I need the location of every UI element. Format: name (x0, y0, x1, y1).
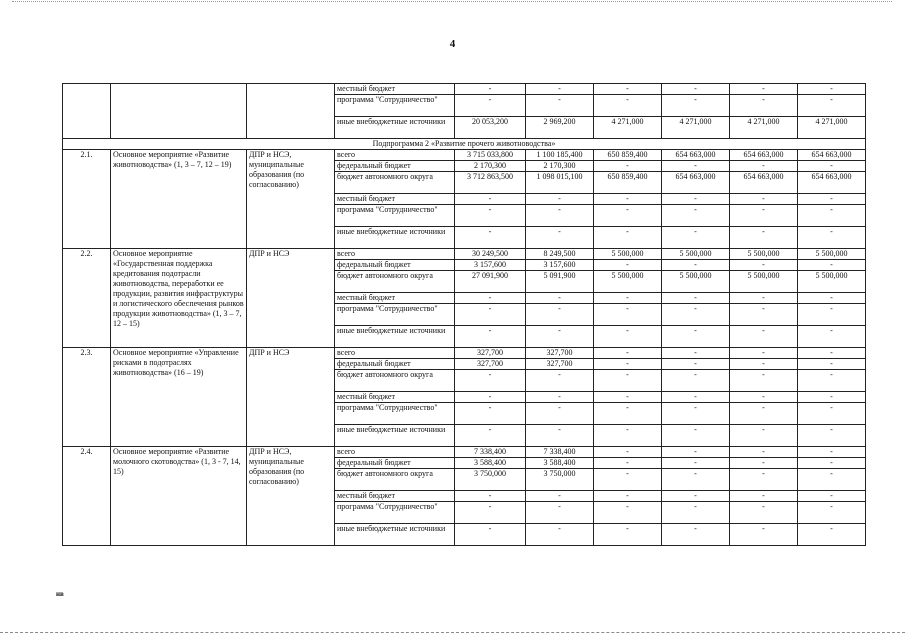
cell-amount: - (455, 84, 526, 95)
cell-amount: - (526, 425, 594, 447)
cell-amount: - (798, 161, 866, 172)
cell-amount: - (798, 370, 866, 392)
cell-funding-source: всего (335, 348, 455, 359)
cell-amount: - (526, 84, 594, 95)
cell-funding-source: местный бюджет (335, 194, 455, 205)
cell-number: 2.2. (63, 249, 111, 348)
cell-amount: - (798, 502, 866, 524)
cell-amount: - (455, 370, 526, 392)
cell-amount: - (455, 194, 526, 205)
cell-amount: - (798, 205, 866, 227)
cell-amount: - (662, 458, 730, 469)
cell-funding-source: бюджет автономного округа (335, 271, 455, 293)
cell-amount: - (798, 293, 866, 304)
cell-amount: - (798, 304, 866, 326)
cell-number: 2.4. (63, 447, 111, 546)
cell-amount: - (798, 392, 866, 403)
table-row (63, 447, 866, 458)
cell-activity: Основное мероприятие «Развитие животноводства» (1, 3 – 7, 12 – 19) (111, 150, 247, 249)
cell-funding-source: бюджет автономного округа (335, 370, 455, 392)
cell-amount: - (730, 370, 798, 392)
cell-amount: - (455, 95, 526, 117)
table-row (63, 84, 866, 95)
cell-amount: - (662, 403, 730, 425)
cell-amount: 327,700 (455, 348, 526, 359)
cell-amount: - (662, 425, 730, 447)
cell-amount: - (594, 95, 662, 117)
cell-amount: 327,700 (455, 359, 526, 370)
cell-amount: - (798, 260, 866, 271)
cell-funding-source: местный бюджет (335, 491, 455, 502)
cell-amount: 3 157,600 (455, 260, 526, 271)
cell-amount: 654 663,000 (730, 150, 798, 161)
cell-amount: 3 588,400 (526, 458, 594, 469)
cell-amount: 327,700 (526, 348, 594, 359)
cell-amount: - (662, 161, 730, 172)
cell-amount: 5 091,900 (526, 271, 594, 293)
cell-amount: - (798, 458, 866, 469)
cell-funding-source: федеральный бюджет (335, 161, 455, 172)
cell-amount: - (455, 425, 526, 447)
cell-amount: - (526, 205, 594, 227)
cell-amount: - (594, 491, 662, 502)
subprogram-row (63, 139, 866, 150)
cell-amount: 654 663,000 (730, 172, 798, 194)
cell-funding-source: иные внебюджетные источники (335, 524, 455, 546)
cell-amount: - (662, 469, 730, 491)
cell-amount: - (798, 95, 866, 117)
cell-amount: 2 969,200 (526, 117, 594, 139)
cell-amount: 8 249,500 (526, 249, 594, 260)
cell-amount: 7 338,400 (455, 447, 526, 458)
cell-funding-source: программа "Сотрудничество" (335, 95, 455, 117)
cell-amount: - (594, 227, 662, 249)
cell-amount: - (594, 403, 662, 425)
cell-funding-source: федеральный бюджет (335, 458, 455, 469)
cell-amount: - (455, 205, 526, 227)
cell-amount: 650 859,400 (594, 172, 662, 194)
cell-amount: - (798, 348, 866, 359)
cell-amount: - (455, 227, 526, 249)
cell-executor: ДПР и НСЭ (247, 249, 335, 348)
cell-amount: - (526, 392, 594, 403)
cell-funding-source: всего (335, 249, 455, 260)
cell-amount: 650 859,400 (594, 150, 662, 161)
cell-amount: - (526, 502, 594, 524)
cell-amount: - (455, 392, 526, 403)
cell-amount: 654 663,000 (662, 150, 730, 161)
cell-amount: - (455, 293, 526, 304)
cell-executor: ДПР и НСЭ (247, 348, 335, 447)
cell-funding-source: местный бюджет (335, 392, 455, 403)
cell-amount: - (455, 403, 526, 425)
cell-amount: - (662, 359, 730, 370)
cell-executor: ДПР и НСЭ, муниципальные образования (по согласованию) (247, 150, 335, 249)
cell-amount: - (526, 304, 594, 326)
cell-activity: Основное мероприятие «Государственная поддержка кредитования подотрасли животноводства, переработки ее продукции, развития инфраструктуры и логистического обеспечения рынков продукции животноводства» (1, 3 – 7, 12 – 15) (111, 249, 247, 348)
cell-amount: - (594, 260, 662, 271)
table-row (63, 150, 866, 161)
cell-amount: 654 663,000 (798, 150, 866, 161)
cell-amount: - (730, 392, 798, 403)
cell-amount: - (662, 370, 730, 392)
cell-amount: - (662, 227, 730, 249)
cell-amount: - (662, 194, 730, 205)
cell-amount: - (662, 95, 730, 117)
cell-amount: 3 750,000 (526, 469, 594, 491)
cell-amount: - (730, 227, 798, 249)
cell-activity: Основное мероприятие «Управление рисками в подотраслях животноводства» (16 – 19) (111, 348, 247, 447)
cell-amount: - (798, 194, 866, 205)
cell-funding-source: федеральный бюджет (335, 260, 455, 271)
cell-number: 2.3. (63, 348, 111, 447)
cell-funding-source: бюджет автономного округа (335, 469, 455, 491)
cell-amount: - (798, 491, 866, 502)
cell-amount: - (594, 304, 662, 326)
cell-amount: 5 500,000 (798, 271, 866, 293)
cell-amount: - (594, 161, 662, 172)
scan-edge-bottom (0, 632, 905, 633)
cell-amount: - (662, 502, 730, 524)
cell-amount: - (594, 524, 662, 546)
cell-amount: - (730, 348, 798, 359)
cell-amount: - (798, 359, 866, 370)
cell-amount: - (526, 194, 594, 205)
cell-amount: - (730, 194, 798, 205)
cell-amount: - (594, 205, 662, 227)
cell-amount: - (662, 260, 730, 271)
cell-amount: - (594, 425, 662, 447)
cell-amount: - (798, 425, 866, 447)
cell-amount: - (798, 524, 866, 546)
cell-amount: - (662, 491, 730, 502)
cell-funding-source: программа "Сотрудничество" (335, 205, 455, 227)
cell-funding-source: всего (335, 150, 455, 161)
cell-amount: - (730, 524, 798, 546)
cell-amount: 3 157,600 (526, 260, 594, 271)
cell-activity: Основное мероприятие «Развитие молочного скотоводства» (1, 3 - 7, 14, 15) (111, 447, 247, 546)
cell-amount: - (798, 326, 866, 348)
cell-amount: - (526, 370, 594, 392)
cell-amount: - (730, 95, 798, 117)
cell-funding-source: местный бюджет (335, 293, 455, 304)
cell-funding-source: программа "Сотрудничество" (335, 403, 455, 425)
cell-amount: - (730, 293, 798, 304)
cell-amount: 4 271,000 (798, 117, 866, 139)
cell-funding-source: федеральный бюджет (335, 359, 455, 370)
cell-amount: - (798, 403, 866, 425)
cell-amount: - (594, 194, 662, 205)
cell-amount: - (730, 469, 798, 491)
cell-amount: - (730, 491, 798, 502)
cell-funding-source: местный бюджет (335, 84, 455, 95)
cell-amount: - (594, 293, 662, 304)
cell-amount: - (594, 348, 662, 359)
cell-amount: 27 091,900 (455, 271, 526, 293)
cell-amount: 20 053,200 (455, 117, 526, 139)
cell-amount: - (798, 447, 866, 458)
cell-number: 2.1. (63, 150, 111, 249)
cell-amount: - (455, 502, 526, 524)
cell-amount: 5 500,000 (730, 249, 798, 260)
cell-amount: - (594, 502, 662, 524)
subprogram-title: Подпрограмма 2 «Развитие прочего животноводства» (63, 139, 866, 150)
cell-amount: - (594, 370, 662, 392)
cell-executor (247, 84, 335, 139)
cell-executor: ДПР и НСЭ, муниципальные образования (по согласованию) (247, 447, 335, 546)
cell-amount: - (730, 502, 798, 524)
cell-amount: 4 271,000 (594, 117, 662, 139)
cell-amount: 1 100 185,400 (526, 150, 594, 161)
cell-activity (111, 84, 247, 139)
cell-amount: - (730, 304, 798, 326)
table-row (63, 348, 866, 359)
cell-amount: 2 170,300 (526, 161, 594, 172)
cell-amount: 30 249,500 (455, 249, 526, 260)
cell-amount: - (526, 227, 594, 249)
cell-amount: 5 500,000 (798, 249, 866, 260)
cell-amount: 4 271,000 (730, 117, 798, 139)
cell-amount: 1 098 015,100 (526, 172, 594, 194)
cell-amount: - (594, 84, 662, 95)
cell-funding-source: программа "Сотрудничество" (335, 502, 455, 524)
cell-funding-source: программа "Сотрудничество" (335, 304, 455, 326)
table-body (63, 84, 866, 546)
cell-amount: - (662, 447, 730, 458)
cell-funding-source: иные внебюджетные источники (335, 227, 455, 249)
cell-amount: - (662, 304, 730, 326)
cell-amount: - (798, 227, 866, 249)
cell-amount: 3 588,400 (455, 458, 526, 469)
cell-amount: - (455, 491, 526, 502)
cell-amount: - (662, 392, 730, 403)
cell-amount: - (594, 326, 662, 348)
cell-amount: - (730, 326, 798, 348)
cell-amount: - (594, 447, 662, 458)
cell-amount: - (594, 359, 662, 370)
cell-amount: 654 663,000 (662, 172, 730, 194)
cell-amount: - (526, 95, 594, 117)
cell-amount: 5 500,000 (594, 271, 662, 293)
cell-funding-source: всего (335, 447, 455, 458)
cell-amount: - (730, 458, 798, 469)
cell-amount: - (455, 524, 526, 546)
cell-amount: - (662, 348, 730, 359)
cell-amount: 5 500,000 (662, 271, 730, 293)
cell-amount: - (662, 84, 730, 95)
cell-amount: 3 750,000 (455, 469, 526, 491)
cell-funding-source: иные внебюджетные источники (335, 425, 455, 447)
cell-amount: - (594, 458, 662, 469)
cell-amount: - (730, 425, 798, 447)
cell-funding-source: бюджет автономного округа (335, 172, 455, 194)
cell-amount: - (526, 524, 594, 546)
cell-amount: - (730, 161, 798, 172)
cell-amount: - (526, 293, 594, 304)
cell-amount: - (730, 260, 798, 271)
cell-amount: - (798, 84, 866, 95)
cell-amount: - (455, 326, 526, 348)
scan-edge-top (12, 1, 892, 2)
cell-amount: 2 170,300 (455, 161, 526, 172)
cell-amount: - (662, 524, 730, 546)
cell-amount: 3 715 033,800 (455, 150, 526, 161)
cell-amount: - (798, 469, 866, 491)
cell-amount: 654 663,000 (798, 172, 866, 194)
cell-funding-source: иные внебюджетные источники (335, 117, 455, 139)
cell-amount: - (730, 84, 798, 95)
cell-amount: 5 500,000 (662, 249, 730, 260)
cell-funding-source: иные внебюджетные источники (335, 326, 455, 348)
cell-amount: 327,700 (526, 359, 594, 370)
cell-amount: - (662, 205, 730, 227)
cell-amount: - (526, 403, 594, 425)
cell-amount: - (594, 469, 662, 491)
cell-amount: - (730, 403, 798, 425)
budget-table (62, 83, 866, 546)
cell-amount: 7 338,400 (526, 447, 594, 458)
cell-amount: 4 271,000 (662, 117, 730, 139)
cell-amount: 5 500,000 (730, 271, 798, 293)
page-number: 4 (449, 38, 456, 50)
cell-amount: 5 500,000 (594, 249, 662, 260)
cell-amount: - (526, 326, 594, 348)
cell-amount: - (730, 359, 798, 370)
cell-amount: - (730, 205, 798, 227)
cell-amount: - (594, 392, 662, 403)
cell-amount: - (455, 304, 526, 326)
table-row (63, 249, 866, 260)
footer-mark: нв (56, 590, 64, 598)
cell-amount: - (662, 326, 730, 348)
cell-amount: 3 712 863,500 (455, 172, 526, 194)
cell-amount: - (662, 293, 730, 304)
cell-amount: - (526, 491, 594, 502)
cell-amount: - (730, 447, 798, 458)
cell-number (63, 84, 111, 139)
